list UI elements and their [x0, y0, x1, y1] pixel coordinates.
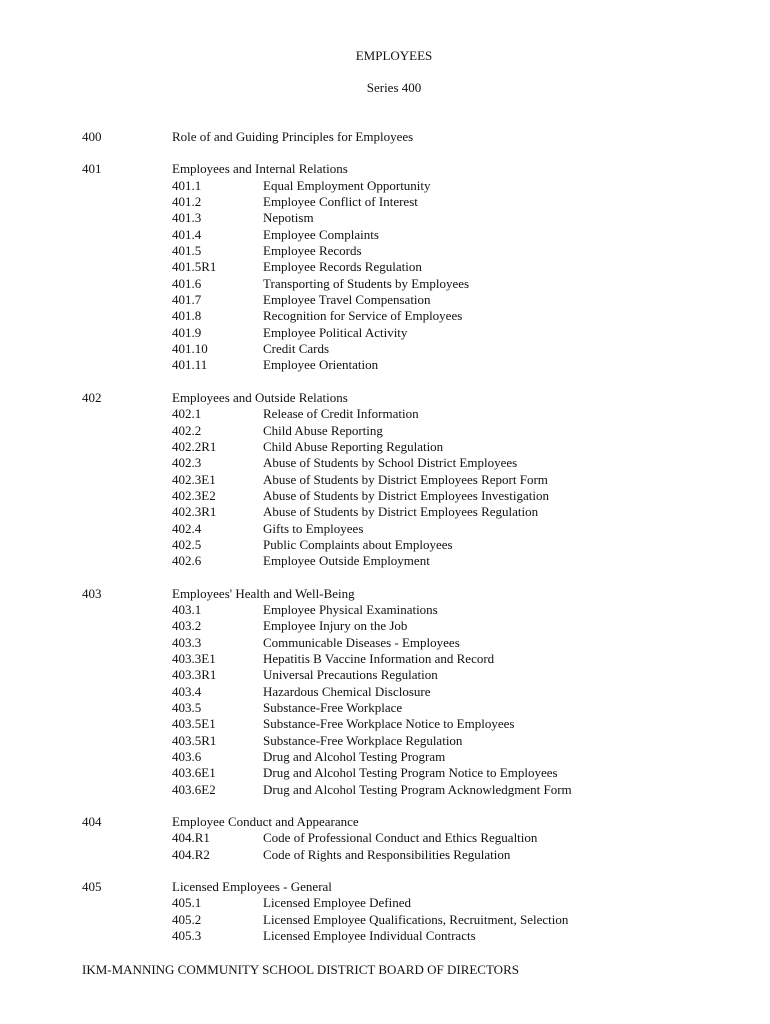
policy-item-row — [0, 782, 770, 798]
policy-code: 401.3 — [172, 210, 202, 226]
policy-item-row — [0, 618, 770, 634]
policy-code: 402.6 — [172, 553, 202, 569]
section-number: 402 — [82, 389, 102, 405]
policy-title: Substance-Free Workplace Notice to Employees — [263, 716, 515, 732]
section-heading-row — [0, 814, 770, 830]
page-title: EMPLOYEES — [355, 48, 433, 63]
section-title: Licensed Employees - General — [172, 879, 332, 895]
policy-title: Employee Injury on the Job — [263, 618, 408, 634]
policy-code: 403.2 — [172, 618, 202, 634]
policy-item-row — [0, 553, 770, 569]
policy-title: Employee Travel Compensation — [263, 292, 431, 308]
policy-title: Transporting of Students by Employees — [263, 275, 470, 291]
policy-item-row — [0, 700, 770, 716]
policy-item-row — [0, 651, 770, 667]
policy-code: 402.3R1 — [172, 504, 217, 520]
section-title: Employees and Outside Relations — [172, 389, 348, 405]
series-subtitle: Series 400 — [366, 80, 422, 95]
policy-title: Release of Credit Information — [263, 406, 419, 422]
section-number: 404 — [82, 814, 102, 830]
policy-index — [0, 129, 770, 960]
policy-code: 403.3 — [172, 634, 202, 650]
policy-title: Code of Professional Conduct and Ethics Regualtion — [263, 830, 538, 846]
policy-item-row — [0, 276, 770, 292]
policy-title: Employee Records — [263, 243, 362, 259]
policy-item-row — [0, 194, 770, 210]
policy-title: Drug and Alcohol Testing Program — [263, 749, 446, 765]
policy-item-row — [0, 227, 770, 243]
policy-title: Abuse of Students by District Employees Regulation — [263, 504, 539, 520]
policy-item-row — [0, 895, 770, 911]
section-title: Employees' Health and Well-Being — [172, 585, 355, 601]
policy-code: 405.2 — [172, 911, 202, 927]
policy-title: Employee Complaints — [263, 226, 379, 242]
policy-code: 401.1 — [172, 177, 202, 193]
policy-code: 402.2 — [172, 422, 202, 438]
policy-code: 402.3E1 — [172, 471, 216, 487]
policy-item-row — [0, 716, 770, 732]
policy-title: Public Complaints about Employees — [263, 536, 453, 552]
policy-title: Employee Orientation — [263, 357, 379, 373]
policy-code: 402.3 — [172, 455, 202, 471]
section-title: Employees and Internal Relations — [172, 161, 348, 177]
policy-title: Code of Rights and Responsibilities Regulation — [263, 846, 511, 862]
policy-title: Substance-Free Workplace Regulation — [263, 732, 463, 748]
policy-item-row — [0, 667, 770, 683]
policy-item-row — [0, 341, 770, 357]
policy-item-row — [0, 765, 770, 781]
policy-code: 401.2 — [172, 194, 202, 210]
policy-title: Communicable Diseases - Employees — [263, 634, 460, 650]
policy-section — [0, 586, 770, 798]
policy-item-row — [0, 406, 770, 422]
policy-code: 402.2R1 — [172, 438, 217, 454]
policy-section — [0, 879, 770, 944]
policy-item-row — [0, 749, 770, 765]
policy-item-row — [0, 292, 770, 308]
policy-title: Employee Records Regulation — [263, 259, 422, 275]
policy-code: 401.10 — [172, 341, 208, 357]
policy-item-row — [0, 521, 770, 537]
policy-code: 403.6E1 — [172, 765, 216, 781]
policy-section — [0, 161, 770, 373]
policy-title: Recognition for Service of Employees — [263, 308, 463, 324]
policy-code: 403.6E2 — [172, 781, 216, 797]
policy-code: 403.5 — [172, 700, 202, 715]
policy-code: 403.5E1 — [172, 716, 216, 732]
policy-item-row — [0, 847, 770, 863]
policy-code: 401.5R1 — [172, 259, 217, 275]
policy-code: 403.4 — [172, 683, 202, 699]
policy-title: Licensed Employee Qualifications, Recruitment, Selection — [263, 911, 569, 927]
policy-code: 401.4 — [172, 226, 202, 242]
policy-item-row — [0, 455, 770, 471]
policy-title: Licensed Employee Individual Contracts — [263, 928, 476, 944]
policy-title: Equal Employment Opportunity — [263, 177, 431, 193]
policy-item-row — [0, 684, 770, 700]
page-footer: IKM-MANNING COMMUNITY SCHOOL DISTRICT BOARD OF DIRECTORS — [82, 962, 519, 977]
section-title: Employee Conduct and Appearance — [172, 814, 359, 830]
section-number: 401 — [82, 161, 102, 177]
policy-item-row — [0, 210, 770, 226]
policy-item-row — [0, 488, 770, 504]
policy-code: 401.6 — [172, 275, 202, 291]
policy-item-row — [0, 830, 770, 846]
policy-code: 404.R1 — [172, 830, 210, 846]
section-number: 403 — [82, 585, 102, 601]
policy-code: 401.9 — [172, 324, 202, 340]
policy-item-row — [0, 259, 770, 275]
policy-title: Child Abuse Reporting — [263, 422, 383, 438]
policy-title: Abuse of Students by School District Employees — [263, 455, 518, 471]
policy-item-row — [0, 178, 770, 194]
policy-title: Gifts to Employees — [263, 520, 364, 536]
section-title: Role of and Guiding Principles for Employees — [172, 129, 414, 144]
policy-code: 402.3E2 — [172, 487, 216, 503]
policy-code: 401.11 — [172, 357, 208, 373]
policy-item-row — [0, 602, 770, 618]
section-heading-row — [0, 390, 770, 406]
section-heading-row — [0, 161, 770, 177]
policy-item-row — [0, 423, 770, 439]
policy-item-row — [0, 243, 770, 259]
section-heading-row — [0, 586, 770, 602]
policy-code: 402.1 — [172, 406, 202, 422]
policy-code: 403.6 — [172, 749, 202, 765]
policy-code: 403.5R1 — [172, 732, 217, 748]
policy-code: 401.7 — [172, 292, 202, 308]
policy-title: Licensed Employee Defined — [263, 895, 411, 911]
policy-item-row — [0, 504, 770, 520]
policy-title: Credit Cards — [263, 341, 330, 357]
policy-title: Employee Political Activity — [263, 324, 408, 340]
policy-code: 402.4 — [172, 520, 202, 536]
policy-item-row — [0, 439, 770, 455]
section-heading-row — [0, 879, 770, 895]
policy-code: 402.5 — [172, 536, 202, 552]
policy-code: 405.3 — [172, 928, 202, 944]
policy-item-row — [0, 635, 770, 651]
section-number: 405 — [82, 879, 102, 895]
policy-code: 405.1 — [172, 895, 202, 911]
policy-title: Abuse of Students by District Employees Investigation — [263, 487, 549, 503]
policy-item-row — [0, 308, 770, 324]
policy-title: Hepatitis B Vaccine Information and Record — [263, 650, 495, 666]
section-number: 400 — [82, 129, 102, 144]
policy-title: Drug and Alcohol Testing Program Notice to Employees — [263, 765, 558, 781]
policy-title: Hazardous Chemical Disclosure — [263, 683, 431, 699]
policy-item-row — [0, 912, 770, 928]
policy-code: 401.5 — [172, 243, 202, 259]
section-heading-row — [0, 129, 770, 145]
policy-code: 403.1 — [172, 601, 202, 617]
policy-title: Nepotism — [263, 210, 314, 226]
policy-item-row — [0, 325, 770, 341]
policy-section — [0, 390, 770, 570]
policy-item-row — [0, 537, 770, 553]
policy-section — [0, 814, 770, 863]
policy-title: Employee Conflict of Interest — [263, 194, 418, 210]
policy-section — [0, 129, 770, 145]
policy-title: Abuse of Students by District Employees Report Form — [263, 471, 548, 487]
policy-title: Drug and Alcohol Testing Program Acknowledgment Form — [263, 781, 572, 797]
policy-item-row — [0, 472, 770, 488]
policy-item-row — [0, 733, 770, 749]
policy-title: Employee Outside Employment — [263, 553, 430, 569]
policy-item-row — [0, 928, 770, 944]
policy-item-row — [0, 357, 770, 373]
policy-code: 401.8 — [172, 308, 202, 324]
policy-code: 403.3E1 — [172, 650, 216, 666]
policy-title: Universal Precautions Regulation — [263, 667, 438, 683]
policy-code: 404.R2 — [172, 846, 210, 862]
policy-title: Child Abuse Reporting Regulation — [263, 438, 444, 454]
policy-code: 403.3R1 — [172, 667, 217, 683]
policy-title: Substance-Free Workplace — [263, 700, 403, 715]
policy-title: Employee Physical Examinations — [263, 601, 438, 617]
